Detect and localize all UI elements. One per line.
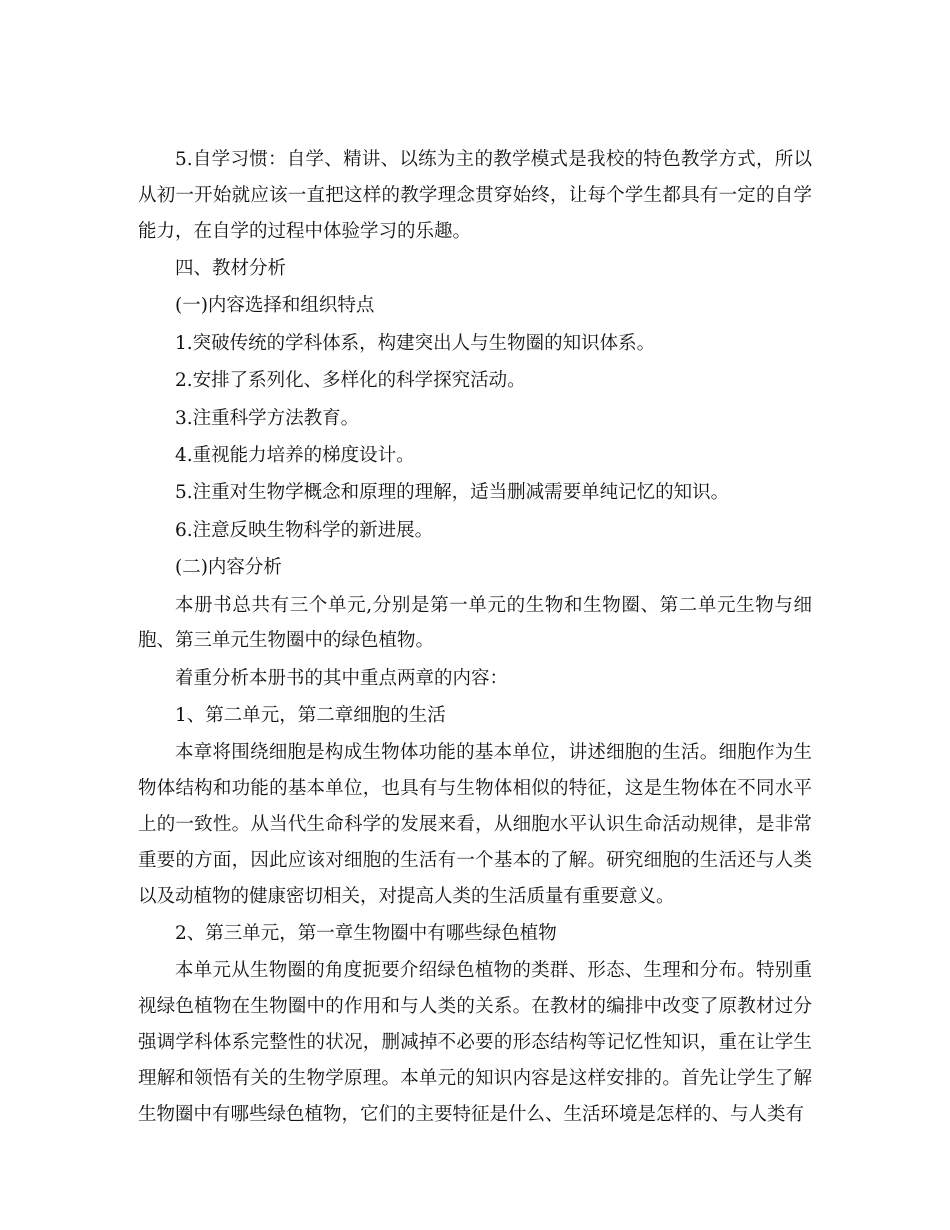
- document-body: [138, 142, 812, 1134]
- paragraph-key-chapters-intro: 着重分析本册书的其中重点两章的内容：: [175, 667, 509, 689]
- paragraph-green-plants: 本单元从生物圈的角度扼要介绍绿色植物的类群、形态、生理和分布。特别重视绿色植物在生物圈中的作用和与人类的关系。在教材的编排中改变了原教材过分强调学科体系完整性的状况，删减掉不必要的形态结构等记忆性知识，重在让学生理解和领悟有关的生物学原理。本单元的知识内容是这样安排的。首先让学生了解生物圈中有哪些绿色植物，它们的主要特征是什么、生活环境是怎样的、与人类有: [138, 960, 812, 1125]
- list-item: 1.突破传统的学科体系，构建突出人与生物圈的知识体系。: [175, 332, 656, 354]
- section-heading-textbook-analysis: 四、教材分析: [175, 257, 287, 279]
- paragraph-self-study-habit: 5.自学习惯：自学、精讲、以练为主的教学模式是我校的特色教学方式，所以从初一开始就应该一直把这样的教学理念贯穿始终，让每个学生都具有一定的自学能力，在自学的过程中体验学习的乐趣。: [138, 149, 812, 242]
- list-item: 6.注意反映生物科学的新进展。: [175, 519, 434, 541]
- paragraph-cell-life: 本章将围绕细胞是构成生物体功能的基本单位，讲述细胞的生活。细胞作为生物体结构和功能的基本单位，也具有与生物体相似的特征，这是生物体在不同水平上的一致性。从当代生命科学的发展来看，从细胞水平认识生命活动规律，是非常重要的方面，因此应该对细胞的生活有一个基本的了解。研究细胞的生活还与人类以及动植物的健康密切相关，对提高人类的生活质量有重要意义。: [138, 742, 812, 907]
- chapter-heading-cell-life: 1、第二单元，第二章细胞的生活: [175, 705, 446, 727]
- list-item: 2.安排了系列化、多样化的科学探究活动。: [175, 370, 526, 392]
- subheading-content-analysis: (二)内容分析: [175, 557, 282, 579]
- paragraph-book-units: 本册书总共有三个单元,分别是第一单元的生物和生物圈、第二单元生物与细胞、第三单元生物圈中的绿色植物。: [138, 594, 812, 652]
- list-item: 5.注重对生物学概念和原理的理解，适当删减需要单纯记忆的知识。: [175, 482, 730, 504]
- list-item: 3.注重科学方法教育。: [175, 407, 360, 429]
- chapter-heading-green-plants: 2、第三单元，第一章生物圈中有哪些绿色植物: [175, 923, 557, 945]
- subheading-content-selection: (一)内容选择和组织特点: [175, 295, 375, 317]
- list-item: 4.重视能力培养的梯度设计。: [175, 444, 415, 466]
